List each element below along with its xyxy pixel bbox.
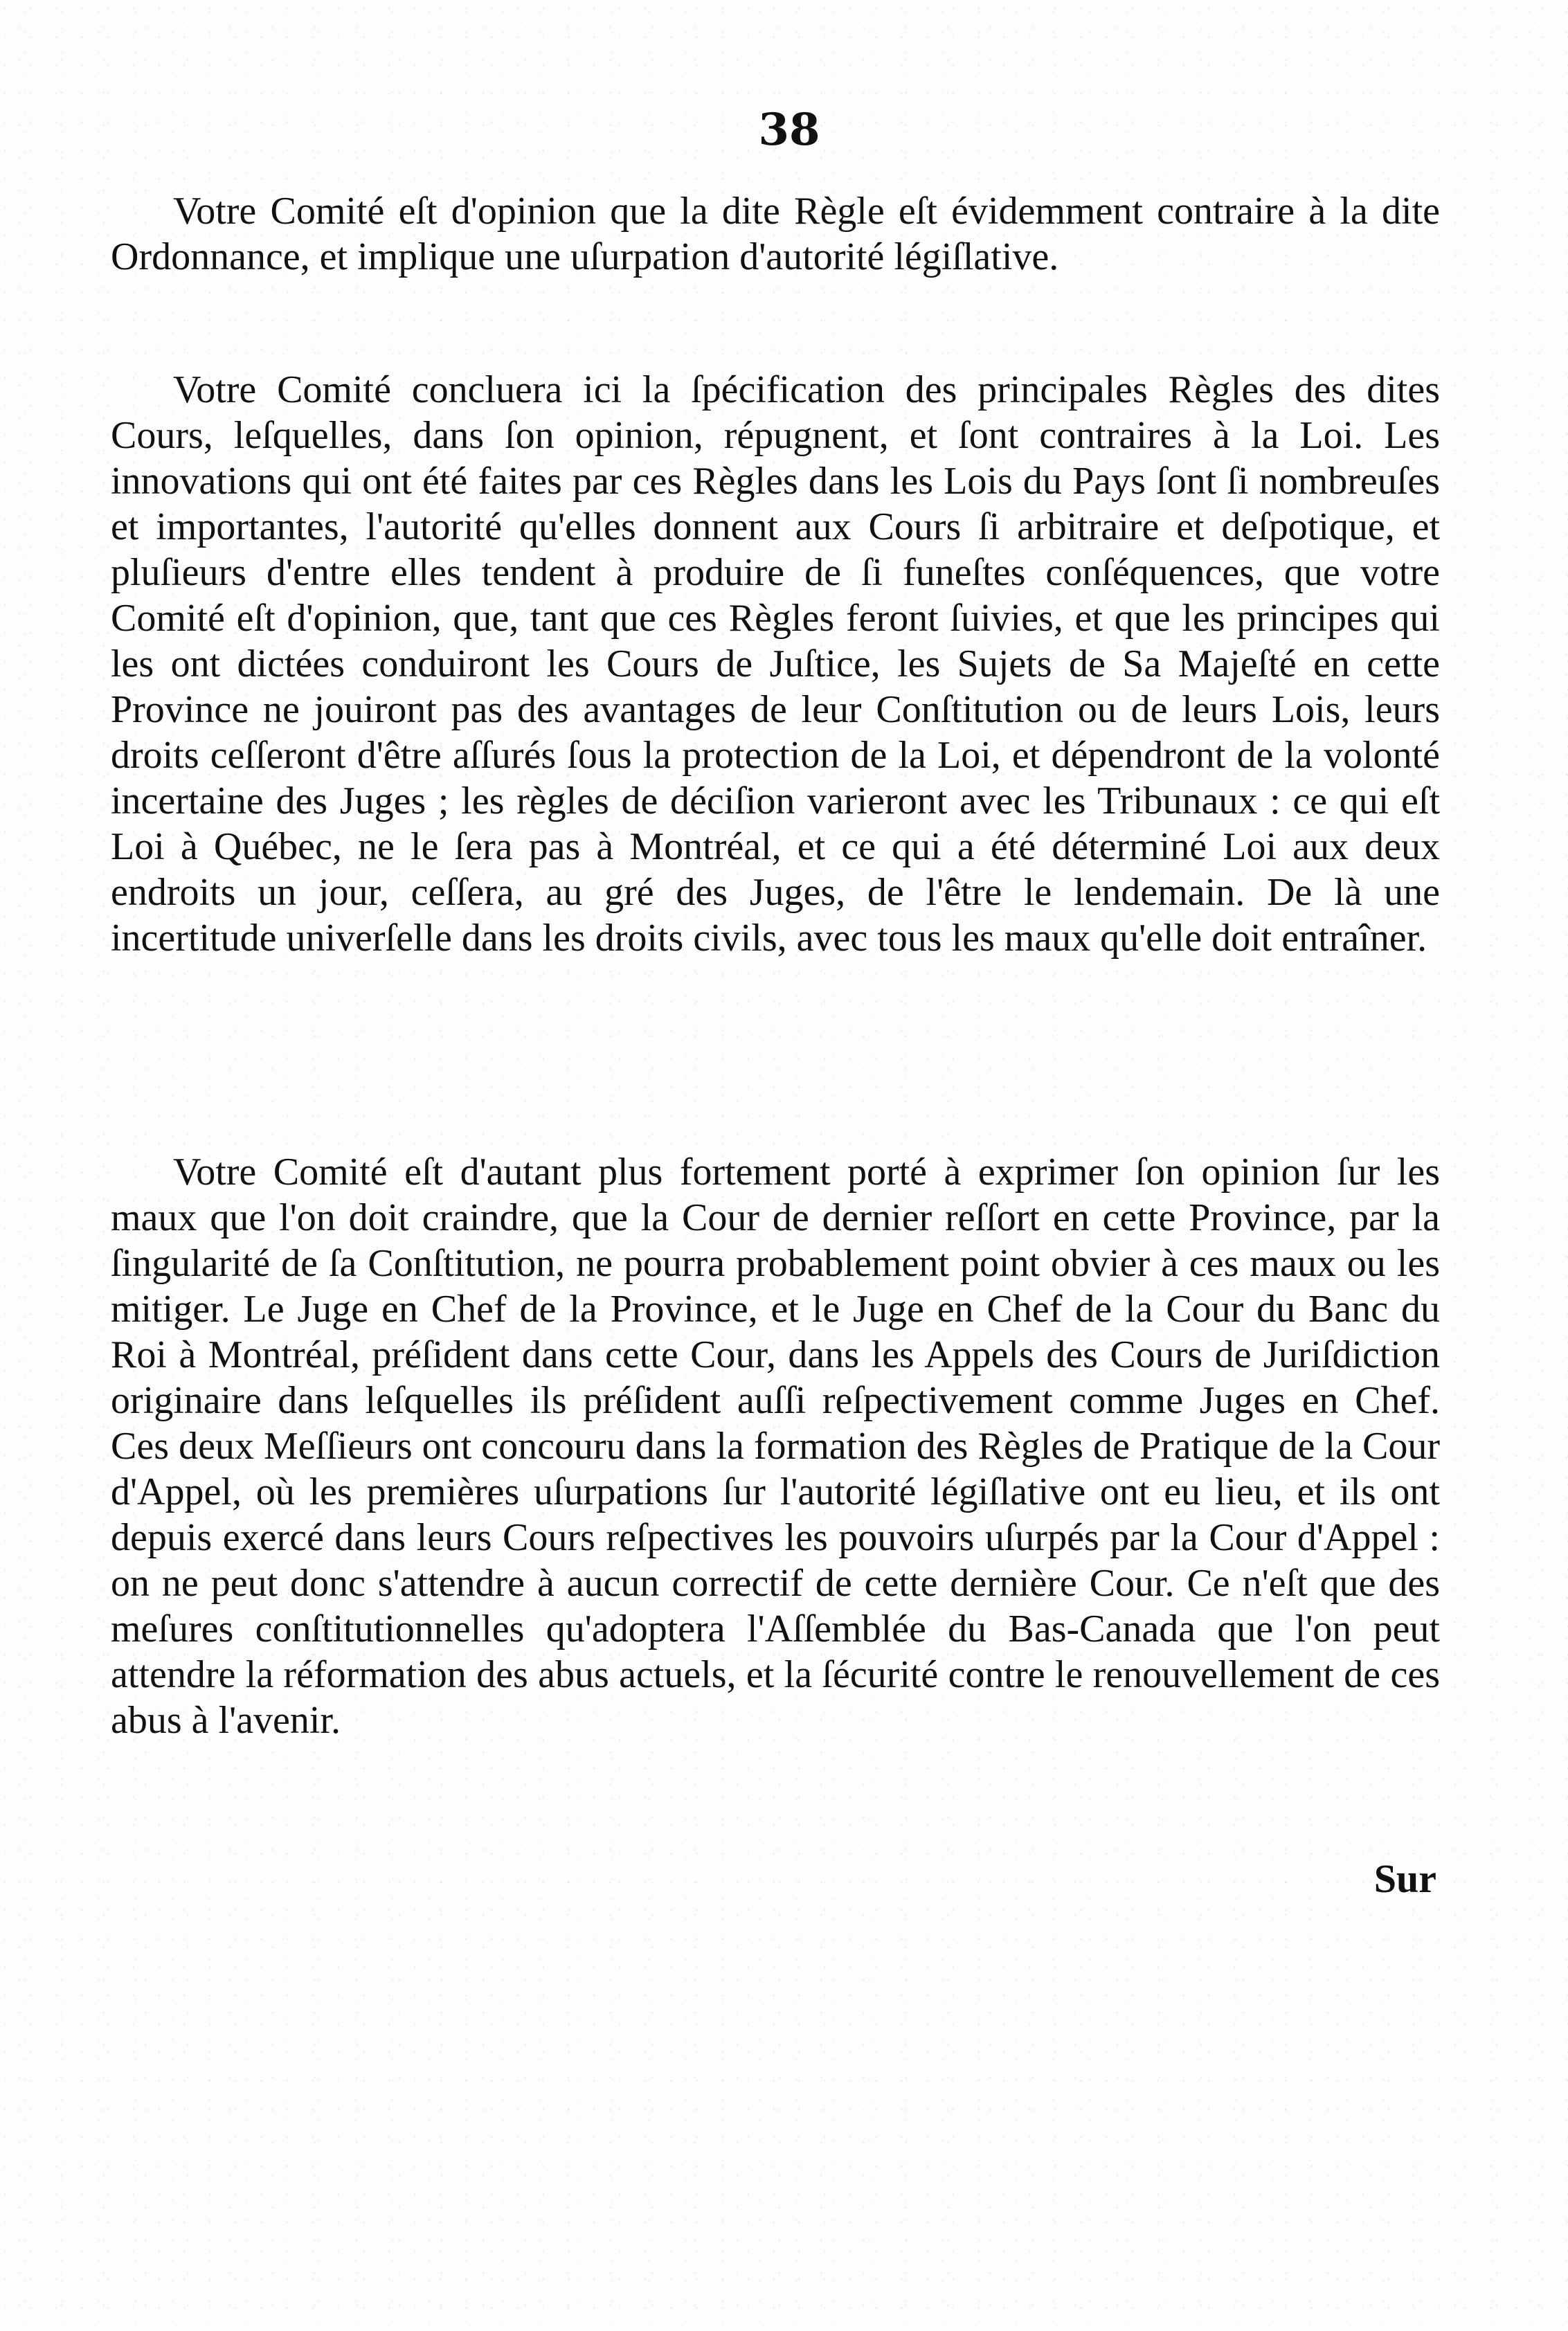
catchword: Sur — [1373, 1856, 1436, 1901]
paragraph-1: Votre Comité eſt d'opinion que la dite Règle eſt évidemment contraire à la dite Ordonnance, et implique une uſurpation d'autorité légiſlative. — [111, 190, 1440, 278]
paragraph-2: Votre Comité concluera ici la ſpécification des principales Règles des dites Cours, leſquelles, dans ſon opinion, répugnent, et ſont contraires à la Loi. Les innovations qui ont été faites par ces Règles dans les Lois du Pays ſont ſi nombreuſes et importantes, l'autorité qu'elles donnent aux Cours ſi arbitraire et deſpotique, et pluſieurs d'entre elles tendent à produire de ſi funeſtes conſéquences, que votre Comité eſt d'opinion, que, tant que ces Règles feront ſuivies, et que les principes qui les ont dictées conduiront les Cours de Juſtice, les Sujets de Sa Majeſté en cette Province ne jouiront pas des avantages de leur Conſtitution ou de leurs Lois, leurs droits ceſſeront d'être aſſurés ſous la protection de la Loi, et dépendront de la volonté incertaine des Juges ; les règles de déciſion varieront avec les Tribunaux : ce qui eſt Loi à Québec, ne le ſera pas à Montréal, et ce qui a été déterminé Loi aux deux endroits un jour, ceſſera, au gré des Juges, de l'être le lendemain. De là une incertitude univerſelle dans les droits civils, avec tous les maux qu'elle doit entraîner. — [111, 368, 1440, 960]
paragraph-3: Votre Comité eſt d'autant plus fortement porté à exprimer ſon opinion ſur les maux que l'on doit craindre, que la Cour de dernier reſſort en cette Province, par la ſingularité de ſa Conſtitution, ne pourra probablement point obvier à ces maux ou les mitiger. Le Juge en Chef de la Province, et le Juge en Chef de la Cour du Banc du Roi à Montréal, préſident dans cette Cour, dans les Appels des Cours de Juriſdiction originaire dans leſquelles ils préſident auſſi reſpectivement comme Juges en Chef. Ces deux Meſſieurs ont concouru dans la formation des Règles de Pratique de la Cour d'Appel, où les premières uſurpations ſur l'autorité légiſlative ont eu lieu, et ils ont depuis exercé dans leurs Cours reſpectives les pouvoirs uſurpés par la Cour d'Appel : on ne peut donc s'attendre à aucun correctif de cette dernière Cour. Ce n'eſt que des meſures conſtitutionnelles qu'adoptera l'Aſſemblée du Bas-Canada que l'on peut attendre la réformation des abus actuels, et la ſécurité contre le renouvellement de ces abus à l'avenir. — [111, 1151, 1440, 1742]
page-number: 38 — [758, 104, 820, 156]
